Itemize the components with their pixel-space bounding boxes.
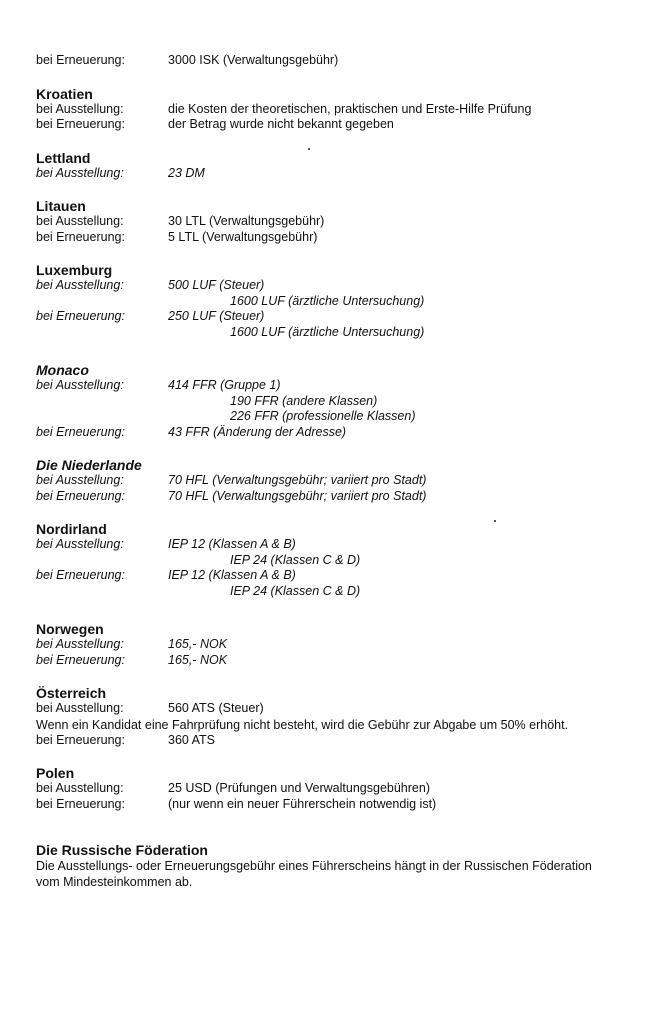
value: der Betrag wurde nicht bekannt gegeben [168,117,394,131]
section-kroatien [36,86,636,133]
section-litauen [36,198,636,245]
renew-row [36,568,636,584]
label: bei Ausstellung: [36,165,124,180]
issue-row [36,278,636,294]
section-oesterreich [36,685,636,748]
label: bei Erneuerung: [36,53,125,67]
value: (nur wenn ein neuer Führerschein notwendig ist) [168,796,437,811]
renew-continuation: IEP 24 (Klassen C & D) [230,583,361,598]
value: 43 FFR (Änderung der Adresse) [168,424,347,439]
section-title: Die Russische Föderation [36,842,208,858]
issue-row [36,378,636,394]
section-title: Österreich [36,685,107,701]
issue-row [36,102,636,118]
label: bei Erneuerung: [36,424,125,439]
renew-row [36,117,636,133]
renew-row [36,653,636,669]
renew-row [36,797,636,813]
value: 500 LUF (Steuer) [168,278,265,292]
value: 3000 ISK (Verwaltungsgebühr) [168,53,339,67]
label: bei Ausstellung: [36,637,124,651]
renew-row [36,309,636,325]
label: bei Ausstellung: [36,701,124,715]
value: die Kosten der theoretischen, praktischen und Erste-Hilfe Prüfung [168,101,532,116]
section-lettland [36,150,636,182]
issue-row [36,701,636,717]
value: 30 LTL (Verwaltungsgebühr) [168,214,325,228]
intro-renewal-row [36,53,636,69]
section-niederlande [36,457,636,504]
value: 23 DM [168,165,205,180]
label: bei Erneuerung: [36,117,125,131]
issue-row [36,473,636,489]
value: 25 USD (Prüfungen und Verwaltungsgebühren) [168,781,430,795]
note-paragraph: Wenn ein Kandidat eine Fahrprüfung nicht besteht, wird die Gebühr zur Abgabe um 50% erhöht. [36,717,569,732]
renew-continuation: 1600 LUF (ärztliche Untersuchung) [230,324,425,339]
value: 70 HFL (Verwaltungsgebühr; variiert pro Stadt) [168,488,427,503]
label: bei Ausstellung: [36,278,124,292]
section-norwegen [36,621,636,668]
issue-continuation: 1600 LUF (ärztliche Untersuchung) [230,293,425,308]
value: 165,- NOK [168,652,228,667]
issue-row [36,781,636,797]
scan-speck [494,520,496,522]
label: bei Ausstellung: [36,537,124,551]
label: bei Ausstellung: [36,214,124,228]
section-title: Luxemburg [36,262,113,278]
value: 360 ATS [168,732,216,747]
section-title: Kroatien [36,85,93,102]
issue-row [36,166,636,182]
section-title: Monaco [36,362,89,378]
value: 560 ATS (Steuer) [168,701,264,715]
section-russland [36,842,636,890]
section-title: Lettland [36,149,91,166]
value: IEP 12 (Klassen A & B) [168,537,296,551]
issue-row [36,214,636,230]
value: 250 LUF (Steuer) [168,309,265,323]
document-page [36,53,636,890]
renew-row [36,733,636,749]
label: bei Erneuerung: [36,229,125,244]
section-title: Litauen [36,198,86,214]
section-title: Polen [36,765,75,781]
label: bei Ausstellung: [36,378,124,392]
value: IEP 12 (Klassen A & B) [168,568,296,582]
section-title: Norwegen [36,621,104,637]
label: bei Erneuerung: [36,488,125,503]
body-paragraph: Die Ausstellungs- oder Erneuerungsgebühr eines Führerscheins hängt in der Russischen Föderation vom Mindesteinkommen ab. [36,859,592,889]
label: bei Ausstellung: [36,473,124,487]
value: 70 HFL (Verwaltungsgebühr; variiert pro Stadt) [168,473,427,487]
label: bei Erneuerung: [36,568,125,582]
section-title: Die Niederlande [36,457,142,473]
section-monaco [36,362,636,440]
section-polen [36,765,636,812]
section-title: Nordirland [36,521,107,537]
label: bei Ausstellung: [36,781,124,795]
issue-row [36,537,636,553]
renew-row [36,489,636,505]
section-nordirland [36,521,636,599]
label: bei Ausstellung: [36,101,124,116]
issue-continuation: IEP 24 (Klassen C & D) [230,552,361,567]
issue-row [36,637,636,653]
issue-continuation: 226 FFR (professionelle Klassen) [230,409,416,423]
label: bei Erneuerung: [36,309,125,323]
value: 165,- NOK [168,637,228,651]
label: bei Erneuerung: [36,796,125,811]
issue-continuation: 190 FFR (andere Klassen) [230,393,378,408]
renew-row [36,425,636,441]
value: 414 FFR (Gruppe 1) [168,378,281,392]
section-luxemburg [36,262,636,340]
label: bei Erneuerung: [36,732,125,747]
scan-speck [308,148,310,150]
value: 5 LTL (Verwaltungsgebühr) [168,229,318,244]
renew-row [36,230,636,246]
label: bei Erneuerung: [36,652,125,667]
